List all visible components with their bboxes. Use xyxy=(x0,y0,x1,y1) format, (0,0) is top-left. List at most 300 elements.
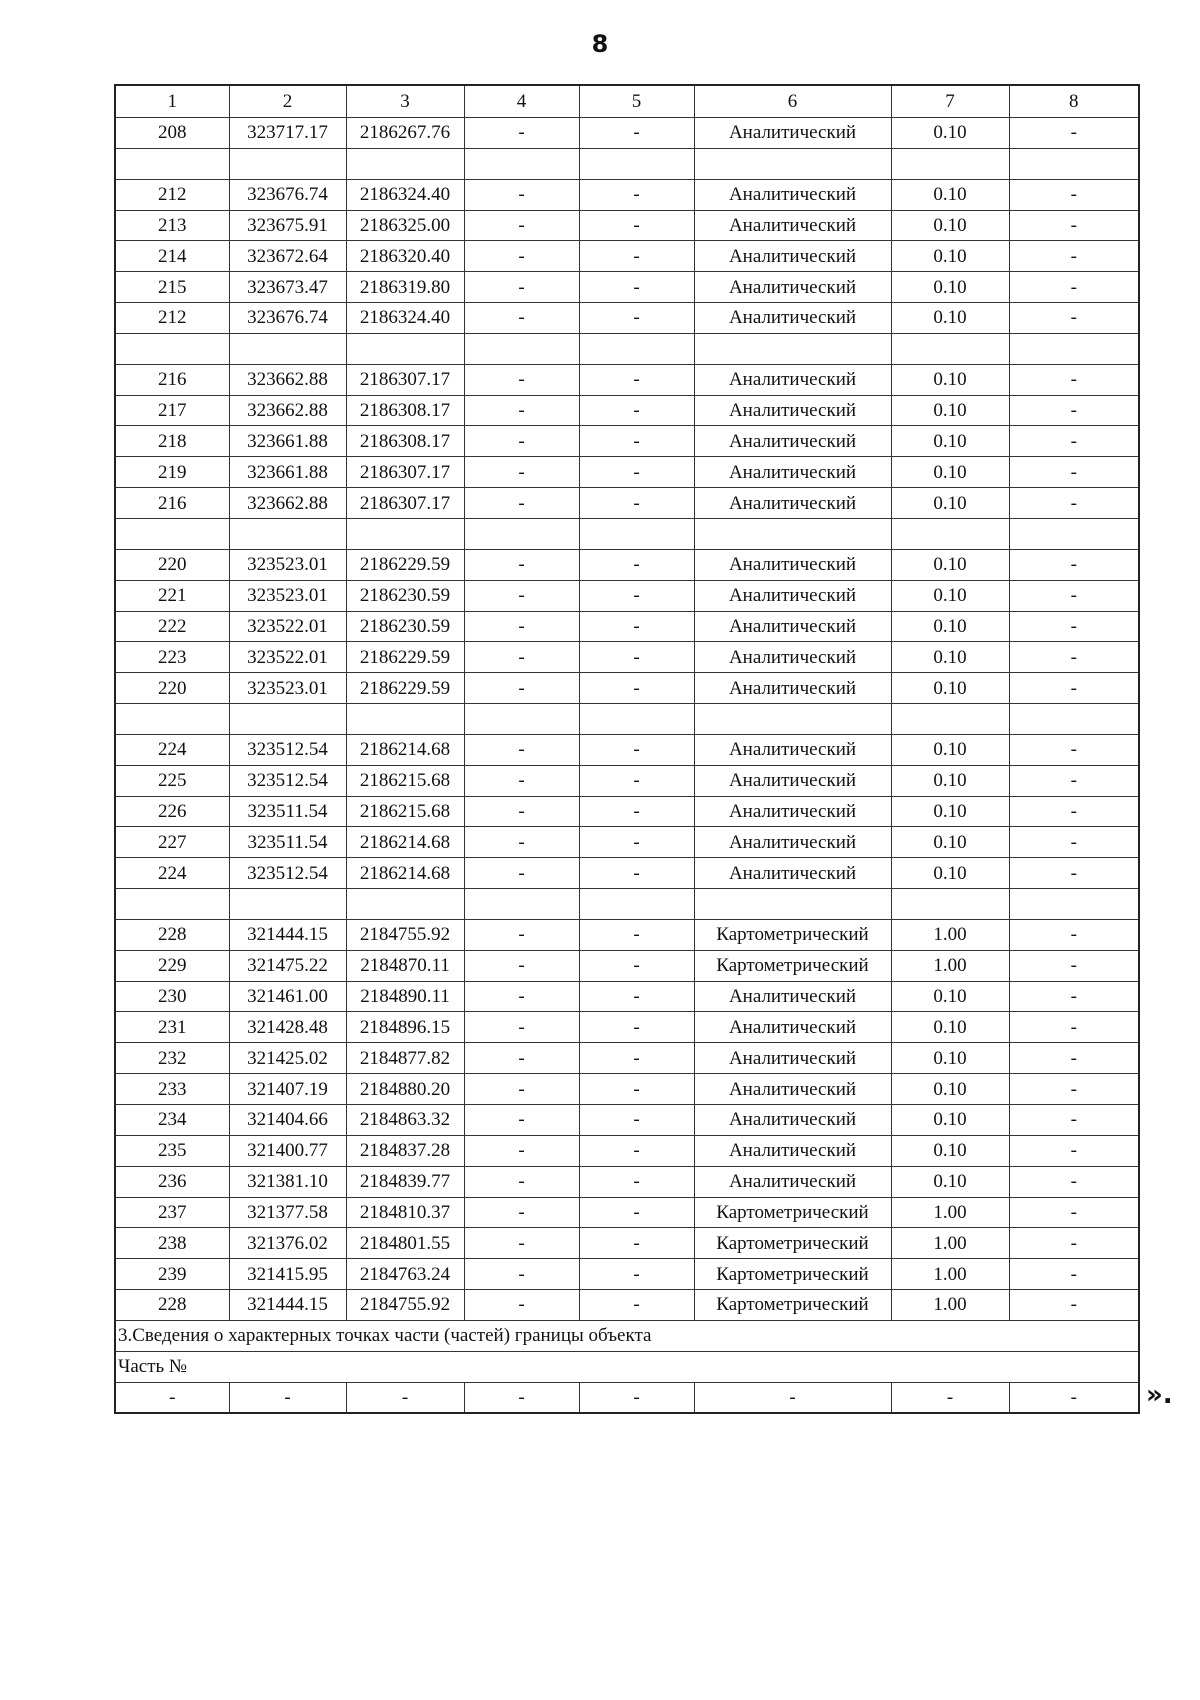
table-row xyxy=(115,858,1139,889)
table-cell-col-7: 1.00 xyxy=(891,1197,1009,1228)
table-cell-col-1: 219 xyxy=(115,457,229,488)
table-cell-col-5: - xyxy=(579,796,694,827)
table-cell-col-1 xyxy=(115,148,229,179)
table-cell-col-1: 236 xyxy=(115,1166,229,1197)
table-cell-col-5 xyxy=(579,333,694,364)
table-cell-col-3: 2186267.76 xyxy=(346,118,464,149)
table-cell-col-1 xyxy=(115,333,229,364)
table-row xyxy=(115,981,1139,1012)
table-cell-col-3: 2184839.77 xyxy=(346,1166,464,1197)
table-cell-col-4: - xyxy=(464,118,579,149)
table-cell-col-8 xyxy=(1009,889,1139,920)
table-cell-col-3: 2186307.17 xyxy=(346,457,464,488)
table-cell-col-2: 323675.91 xyxy=(229,210,346,241)
table-cell-col-1: 217 xyxy=(115,395,229,426)
table-cell-col-2: 321425.02 xyxy=(229,1043,346,1074)
table-cell-col-1: 227 xyxy=(115,827,229,858)
table-row xyxy=(115,549,1139,580)
table-cell-col-6: Аналитический xyxy=(694,488,891,519)
table-row xyxy=(115,1012,1139,1043)
table-row xyxy=(115,827,1139,858)
table-cell-col-3: 2186319.80 xyxy=(346,272,464,303)
table-cell-col-3: 2184877.82 xyxy=(346,1043,464,1074)
table-cell-col-5: - xyxy=(579,981,694,1012)
table-cell-col-6: Аналитический xyxy=(694,364,891,395)
table-cell-col-2 xyxy=(229,518,346,549)
table-cell-col-4: - xyxy=(464,981,579,1012)
table-cell-col-3: 2184870.11 xyxy=(346,950,464,981)
table-cell-col-1: 1 xyxy=(115,85,229,118)
table-cell-col-4: - xyxy=(464,1074,579,1105)
table-cell-col-6: 6 xyxy=(694,85,891,118)
table-cell-col-8: - xyxy=(1009,1043,1139,1074)
table-cell-col-5: - xyxy=(579,1012,694,1043)
table-cell-col-7: 0.10 xyxy=(891,642,1009,673)
table-cell-col-2: 321415.95 xyxy=(229,1259,346,1290)
table-cell-col-8: 8 xyxy=(1009,85,1139,118)
table-cell-col-1: 224 xyxy=(115,734,229,765)
table-cell-col-7: 7 xyxy=(891,85,1009,118)
table-cell-col-5: - xyxy=(579,272,694,303)
table-row xyxy=(115,457,1139,488)
table-cell-col-2: 323672.64 xyxy=(229,241,346,272)
table-cell-col-3: 2184896.15 xyxy=(346,1012,464,1043)
table-cell-col-4: - xyxy=(464,765,579,796)
table-cell-col-6: Аналитический xyxy=(694,395,891,426)
table-cell-col-5 xyxy=(579,704,694,735)
table-cell-col-3: 2184801.55 xyxy=(346,1228,464,1259)
table-cell-col-6: Аналитический xyxy=(694,1043,891,1074)
table-cell-col-7: 0.10 xyxy=(891,303,1009,334)
coordinates-table xyxy=(114,84,1140,1414)
table-cell-col-2: - xyxy=(229,1382,346,1413)
table-cell-col-7: - xyxy=(891,1382,1009,1413)
table-cell-col-5: - xyxy=(579,241,694,272)
table-cell-col-8: - xyxy=(1009,1290,1139,1321)
table-cell-col-7: 0.10 xyxy=(891,549,1009,580)
table-row xyxy=(115,518,1139,549)
table-cell-col-4 xyxy=(464,889,579,920)
table-cell-col-2: 323661.88 xyxy=(229,426,346,457)
table-cell-col-7: 0.10 xyxy=(891,827,1009,858)
table-cell-col-5: - xyxy=(579,179,694,210)
table-cell-col-8: - xyxy=(1009,765,1139,796)
table-row xyxy=(115,642,1139,673)
table-row xyxy=(115,148,1139,179)
table-row xyxy=(115,950,1139,981)
table-cell-col-2: 323661.88 xyxy=(229,457,346,488)
table-cell-col-2: 2 xyxy=(229,85,346,118)
table-cell-col-2 xyxy=(229,333,346,364)
table-cell-col-5: - xyxy=(579,580,694,611)
table-cell-col-7: 0.10 xyxy=(891,796,1009,827)
table-cell-col-2: 321444.15 xyxy=(229,919,346,950)
table-row xyxy=(115,272,1139,303)
table-cell-col-6: Картометрический xyxy=(694,950,891,981)
table-cell-col-2: 321407.19 xyxy=(229,1074,346,1105)
table-cell-col-6: Аналитический xyxy=(694,611,891,642)
table-cell-col-2: 323512.54 xyxy=(229,765,346,796)
table-cell-col-3: 2186308.17 xyxy=(346,426,464,457)
table-cell-col-5: - xyxy=(579,611,694,642)
table-cell-col-2: 323511.54 xyxy=(229,796,346,827)
table-cell-col-1: - xyxy=(115,1382,229,1413)
table-cell-col-4: - xyxy=(464,827,579,858)
table-cell-col-6: Аналитический xyxy=(694,303,891,334)
table-cell-col-2: 321475.22 xyxy=(229,950,346,981)
table-cell-col-2: 321404.66 xyxy=(229,1105,346,1136)
table-cell-col-8: - xyxy=(1009,1105,1139,1136)
page-number: 8 xyxy=(591,30,609,58)
table-cell-col-7: 0.10 xyxy=(891,241,1009,272)
table-cell-col-6: Аналитический xyxy=(694,580,891,611)
table-cell-col-7: 0.10 xyxy=(891,1074,1009,1105)
table-cell-col-3: 2186307.17 xyxy=(346,364,464,395)
table-cell-col-1: 218 xyxy=(115,426,229,457)
table-cell-col-4: - xyxy=(464,919,579,950)
table-row xyxy=(115,1043,1139,1074)
table-cell-col-5: - xyxy=(579,673,694,704)
table-cell-col-2: 323511.54 xyxy=(229,827,346,858)
table-cell-col-6: - xyxy=(694,1382,891,1413)
table-cell-col-4: - xyxy=(464,1135,579,1166)
table-cell-col-6 xyxy=(694,333,891,364)
table-cell-col-8: - xyxy=(1009,210,1139,241)
table-cell-col-5: - xyxy=(579,303,694,334)
table-cell-col-3: 2186230.59 xyxy=(346,580,464,611)
table-cell-col-7: 1.00 xyxy=(891,1228,1009,1259)
table-cell-col-7: 0.10 xyxy=(891,1166,1009,1197)
table-cell-col-3: 2186215.68 xyxy=(346,765,464,796)
table-cell-col-3 xyxy=(346,518,464,549)
table-cell-col-6: Аналитический xyxy=(694,1166,891,1197)
table-cell-col-8: - xyxy=(1009,919,1139,950)
table-cell-col-4: - xyxy=(464,734,579,765)
table-cell-col-2: 323662.88 xyxy=(229,488,346,519)
table-cell-col-1: 213 xyxy=(115,210,229,241)
table-cell-col-1: 238 xyxy=(115,1228,229,1259)
table-cell-col-3: 2186320.40 xyxy=(346,241,464,272)
table-cell-col-7: 0.10 xyxy=(891,457,1009,488)
table-row xyxy=(115,395,1139,426)
table-cell-col-3 xyxy=(346,333,464,364)
table-cell-col-5: - xyxy=(579,765,694,796)
table-cell-col-1: 239 xyxy=(115,1259,229,1290)
table-cell-col-3: 2186214.68 xyxy=(346,858,464,889)
table-cell-col-2 xyxy=(229,704,346,735)
table-row xyxy=(115,673,1139,704)
table-row xyxy=(115,364,1139,395)
table-body xyxy=(115,85,1139,1413)
table-cell-col-8: - xyxy=(1009,827,1139,858)
table-cell-col-4: - xyxy=(464,1166,579,1197)
table-cell-col-2 xyxy=(229,889,346,920)
table-cell-col-1: 212 xyxy=(115,303,229,334)
table-cell-col-4: - xyxy=(464,549,579,580)
table-cell-col-8: - xyxy=(1009,1197,1139,1228)
table-cell-col-8: - xyxy=(1009,611,1139,642)
table-cell-col-7: 0.10 xyxy=(891,426,1009,457)
table-cell-col-7: 0.10 xyxy=(891,1012,1009,1043)
table-cell-col-2: 323523.01 xyxy=(229,673,346,704)
table-cell-col-8: - xyxy=(1009,950,1139,981)
closing-quote-mark: ». xyxy=(1146,1380,1173,1410)
table-cell-col-1: 231 xyxy=(115,1012,229,1043)
table-cell-col-7: 0.10 xyxy=(891,118,1009,149)
table-cell-col-4: - xyxy=(464,1105,579,1136)
table-row xyxy=(115,796,1139,827)
table-cell-col-5: - xyxy=(579,1166,694,1197)
table-cell-col-3 xyxy=(346,704,464,735)
table-cell-col-3: 2186307.17 xyxy=(346,488,464,519)
table-row xyxy=(115,333,1139,364)
table-row xyxy=(115,488,1139,519)
table-cell-col-3: - xyxy=(346,1382,464,1413)
table-cell-col-8: - xyxy=(1009,549,1139,580)
table-cell-col-5: - xyxy=(579,1290,694,1321)
table-cell-col-2: 323523.01 xyxy=(229,580,346,611)
table-cell-col-7: 0.10 xyxy=(891,765,1009,796)
table-cell-col-8: - xyxy=(1009,395,1139,426)
table-cell-col-4: - xyxy=(464,210,579,241)
table-row xyxy=(115,765,1139,796)
table-cell-col-1: 212 xyxy=(115,179,229,210)
table-cell-col-4: - xyxy=(464,364,579,395)
table-cell-col-4 xyxy=(464,518,579,549)
table-cell-col-7: 0.10 xyxy=(891,179,1009,210)
table-cell-col-1: 223 xyxy=(115,642,229,673)
table-row xyxy=(115,179,1139,210)
table-cell-col-5: - xyxy=(579,1105,694,1136)
table-cell-col-4: - xyxy=(464,1382,579,1413)
table-cell-col-4 xyxy=(464,704,579,735)
table-cell-col-7: 0.10 xyxy=(891,580,1009,611)
table-cell-col-6: Картометрический xyxy=(694,1259,891,1290)
table-cell-col-1: 220 xyxy=(115,673,229,704)
table-cell-col-8: - xyxy=(1009,488,1139,519)
table-cell-col-4: - xyxy=(464,1197,579,1228)
table-row xyxy=(115,303,1139,334)
table-cell-col-8: - xyxy=(1009,364,1139,395)
table-cell-col-5: - xyxy=(579,1382,694,1413)
table-cell-col-3: 2186214.68 xyxy=(346,734,464,765)
table-cell-col-4: - xyxy=(464,426,579,457)
table-cell-col-5: - xyxy=(579,734,694,765)
table-cell-col-4: - xyxy=(464,457,579,488)
table-cell-col-8 xyxy=(1009,148,1139,179)
table-cell-col-2: 321400.77 xyxy=(229,1135,346,1166)
table-cell-col-7: 0.10 xyxy=(891,210,1009,241)
table-row xyxy=(115,611,1139,642)
table-row xyxy=(115,210,1139,241)
table-cell-col-5: - xyxy=(579,395,694,426)
table-cell-col-5: - xyxy=(579,549,694,580)
table-row xyxy=(115,426,1139,457)
table-cell-col-5 xyxy=(579,518,694,549)
table-cell-col-6: Картометрический xyxy=(694,1228,891,1259)
table-cell-col-8: - xyxy=(1009,272,1139,303)
table-row xyxy=(115,1290,1139,1321)
table-cell-col-3: 3 xyxy=(346,85,464,118)
table-cell-col-6: Аналитический xyxy=(694,765,891,796)
table-cell-col-1 xyxy=(115,704,229,735)
table-cell-col-2: 323512.54 xyxy=(229,734,346,765)
table-cell-col-8: - xyxy=(1009,426,1139,457)
table-cell-col-3: 2184763.24 xyxy=(346,1259,464,1290)
table-cell-col-1: 225 xyxy=(115,765,229,796)
table-cell-col-7: 0.10 xyxy=(891,1135,1009,1166)
table-cell-col-4: - xyxy=(464,179,579,210)
table-cell-col-6: Аналитический xyxy=(694,673,891,704)
table-cell-col-4: - xyxy=(464,303,579,334)
table-cell-col-7: 1.00 xyxy=(891,919,1009,950)
table-cell-col-4: - xyxy=(464,272,579,303)
table-cell-col-7: 0.10 xyxy=(891,734,1009,765)
table-cell-col-1: 226 xyxy=(115,796,229,827)
table-cell-col-8: - xyxy=(1009,1259,1139,1290)
table-cell-col-4 xyxy=(464,333,579,364)
table-final-row xyxy=(115,1382,1139,1413)
table-cell-col-8 xyxy=(1009,518,1139,549)
table-cell-col-4: - xyxy=(464,1290,579,1321)
table-cell-col-8: - xyxy=(1009,580,1139,611)
table-row xyxy=(115,118,1139,149)
table-cell-col-6: Картометрический xyxy=(694,1197,891,1228)
table-cell-col-4: - xyxy=(464,1259,579,1290)
table-cell-col-6: Аналитический xyxy=(694,1135,891,1166)
table-cell-col-8: - xyxy=(1009,796,1139,827)
table-row xyxy=(115,1228,1139,1259)
table-row xyxy=(115,1259,1139,1290)
table-cell-col-6: Аналитический xyxy=(694,457,891,488)
table-cell-col-8 xyxy=(1009,333,1139,364)
table-cell-col-2: 321444.15 xyxy=(229,1290,346,1321)
table-cell-col-8: - xyxy=(1009,734,1139,765)
table-row xyxy=(115,1105,1139,1136)
table-cell-col-3: 2186215.68 xyxy=(346,796,464,827)
table-cell-col-8 xyxy=(1009,704,1139,735)
table-cell-col-6 xyxy=(694,889,891,920)
table-cell-col-1: 235 xyxy=(115,1135,229,1166)
table-cell-col-1: 215 xyxy=(115,272,229,303)
table-cell-col-4: - xyxy=(464,1012,579,1043)
table-cell-col-6: Аналитический xyxy=(694,1105,891,1136)
table-cell-col-2: 321428.48 xyxy=(229,1012,346,1043)
table-cell-col-5: - xyxy=(579,364,694,395)
table-cell-col-1: 221 xyxy=(115,580,229,611)
table-cell-col-7: 0.10 xyxy=(891,272,1009,303)
table-cell-col-5 xyxy=(579,889,694,920)
table-cell-col-4: - xyxy=(464,1228,579,1259)
table-cell-col-8: - xyxy=(1009,1228,1139,1259)
table-cell-col-1: 220 xyxy=(115,549,229,580)
table-cell-col-8: - xyxy=(1009,673,1139,704)
table-cell-col-7: 0.10 xyxy=(891,364,1009,395)
table-cell-col-4: - xyxy=(464,488,579,519)
table-cell-col-7: 1.00 xyxy=(891,950,1009,981)
table-cell-col-2 xyxy=(229,148,346,179)
table-cell-col-6: Аналитический xyxy=(694,1012,891,1043)
table-cell-col-1: 229 xyxy=(115,950,229,981)
table-cell-col-1: 237 xyxy=(115,1197,229,1228)
table-cell-col-2: 323676.74 xyxy=(229,303,346,334)
table-cell-col-4: - xyxy=(464,395,579,426)
table-cell-col-1: 216 xyxy=(115,364,229,395)
table-cell-col-2: 323522.01 xyxy=(229,611,346,642)
table-cell-col-6: Аналитический xyxy=(694,118,891,149)
table-cell-col-4: - xyxy=(464,796,579,827)
table-cell-col-2: 321377.58 xyxy=(229,1197,346,1228)
table-cell-col-4: - xyxy=(464,1043,579,1074)
table-cell-col-3: 2186214.68 xyxy=(346,827,464,858)
table-cell-col-6: Аналитический xyxy=(694,734,891,765)
table-cell-col-7: 0.10 xyxy=(891,395,1009,426)
table-row xyxy=(115,919,1139,950)
table-cell-col-8: - xyxy=(1009,1074,1139,1105)
table-cell-col-3: 2184890.11 xyxy=(346,981,464,1012)
table-cell-col-4: - xyxy=(464,241,579,272)
table-cell-col-3: 2186324.40 xyxy=(346,303,464,334)
table-cell-col-3: 2186229.59 xyxy=(346,673,464,704)
table-cell-col-5: - xyxy=(579,642,694,673)
table-cell-col-8: - xyxy=(1009,1166,1139,1197)
table-cell-col-7 xyxy=(891,333,1009,364)
table-cell-col-2: 323512.54 xyxy=(229,858,346,889)
table-cell-col-6 xyxy=(694,148,891,179)
table-cell-col-4: - xyxy=(464,611,579,642)
table-cell-col-2: 323673.47 xyxy=(229,272,346,303)
table-cell-col-5: - xyxy=(579,210,694,241)
table-cell-col-2: 321381.10 xyxy=(229,1166,346,1197)
table-cell-col-6: Аналитический xyxy=(694,858,891,889)
table-row xyxy=(115,734,1139,765)
table-cell-col-3: 2184880.20 xyxy=(346,1074,464,1105)
table-cell-col-7: 1.00 xyxy=(891,1290,1009,1321)
table-cell-col-8: - xyxy=(1009,642,1139,673)
table-cell-col-7 xyxy=(891,889,1009,920)
table-cell-col-3 xyxy=(346,148,464,179)
table-row xyxy=(115,704,1139,735)
table-cell-col-1: 230 xyxy=(115,981,229,1012)
table-cell-col-6: Картометрический xyxy=(694,1290,891,1321)
table-row xyxy=(115,1166,1139,1197)
table-cell-col-6: Аналитический xyxy=(694,210,891,241)
table-cell-col-7: 1.00 xyxy=(891,1259,1009,1290)
table-cell-col-2: 321376.02 xyxy=(229,1228,346,1259)
table-cell-col-8: - xyxy=(1009,179,1139,210)
table-cell-col-2: 323717.17 xyxy=(229,118,346,149)
table-cell-col-2: 323662.88 xyxy=(229,364,346,395)
table-cell-col-1: 228 xyxy=(115,1290,229,1321)
table-cell-col-5: - xyxy=(579,919,694,950)
table-cell-col-1: 234 xyxy=(115,1105,229,1136)
table-cell-col-7: 0.10 xyxy=(891,488,1009,519)
table-cell-col-5: - xyxy=(579,827,694,858)
table-cell-col-7 xyxy=(891,704,1009,735)
table-cell-col-3: 2184755.92 xyxy=(346,919,464,950)
table-cell-col-4: - xyxy=(464,642,579,673)
table-cell-col-8: - xyxy=(1009,303,1139,334)
table-cell-col-5: - xyxy=(579,1197,694,1228)
table-cell-col-3: 2186308.17 xyxy=(346,395,464,426)
table-cell-col-6: Аналитический xyxy=(694,1074,891,1105)
table-cell-col-5: - xyxy=(579,1074,694,1105)
table-cell-col-3 xyxy=(346,889,464,920)
table-cell-col-6: Аналитический xyxy=(694,549,891,580)
table-cell-col-6: Аналитический xyxy=(694,272,891,303)
table-cell-col-3: 2186229.59 xyxy=(346,642,464,673)
table-cell-col-6: Аналитический xyxy=(694,426,891,457)
